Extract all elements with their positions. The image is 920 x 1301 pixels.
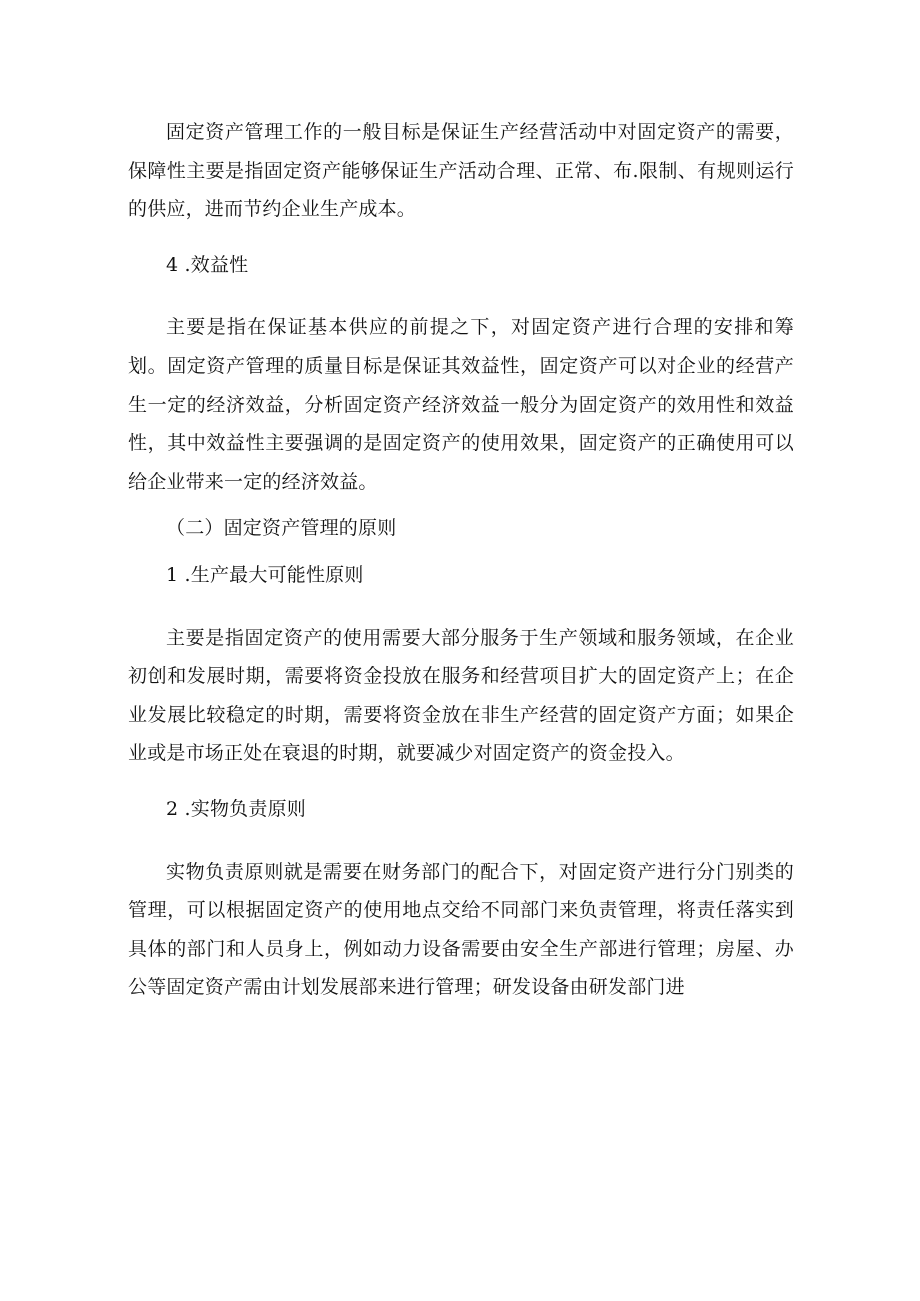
paragraph-physical-responsibility: 实物负责原则就是需要在财务部门的配合下，对固定资产进行分门别类的管理，可以根据固定资产的使用地点交给不同部门来负责管理，将责任落实到具体的部门和人员身上，例如动力设备需要由安全生产部进行管理；房屋、办公等固定资产需由计划发展部来进行管理；研发设备由研发部门进 (128, 860, 794, 999)
heading-principles: （二）固定资产管理的原则 (166, 517, 397, 540)
paragraph-benefit: 主要是指在保证基本供应的前提之下，对固定资产进行合理的安排和筹划。固定资产管理的质量目标是保证其效益性，固定资产可以对企业的经营产生一定的经济效益，分析固定资产经济效益一般分为固定资产的效用性和效益性，其中效益性主要强调的是固定资产的使用效果，固定资产的正确使用可以给企业带来一定的经济效益。 (128, 316, 794, 493)
paragraph-guarantee: 固定资产管理工作的一般目标是保证生产经营活动中对固定资产的需要，保障性主要是指固定资产能够保证生产活动合理、正常、布.限制、有规则运行的供应，进而节约企业生产成本。 (128, 121, 794, 221)
paragraph-max-production: 主要是指固定资产的使用需要大部分服务于生产领域和服务领域，在企业初创和发展时期，需要将资金投放在服务和经营项目扩大的固定资产上；在企业发展比较稳定的时期，需要将资金放在非生产经营的固定资产方面；如果企业或是市场正处在衰退的时期，就要减少对固定资产的资金投入。 (128, 626, 794, 765)
heading-max-production: 1 .生产最大可能性原则 (166, 563, 364, 586)
heading-benefit: 4 .效益性 (166, 253, 249, 276)
heading-physical-responsibility: 2 .实物负责原则 (166, 797, 306, 820)
